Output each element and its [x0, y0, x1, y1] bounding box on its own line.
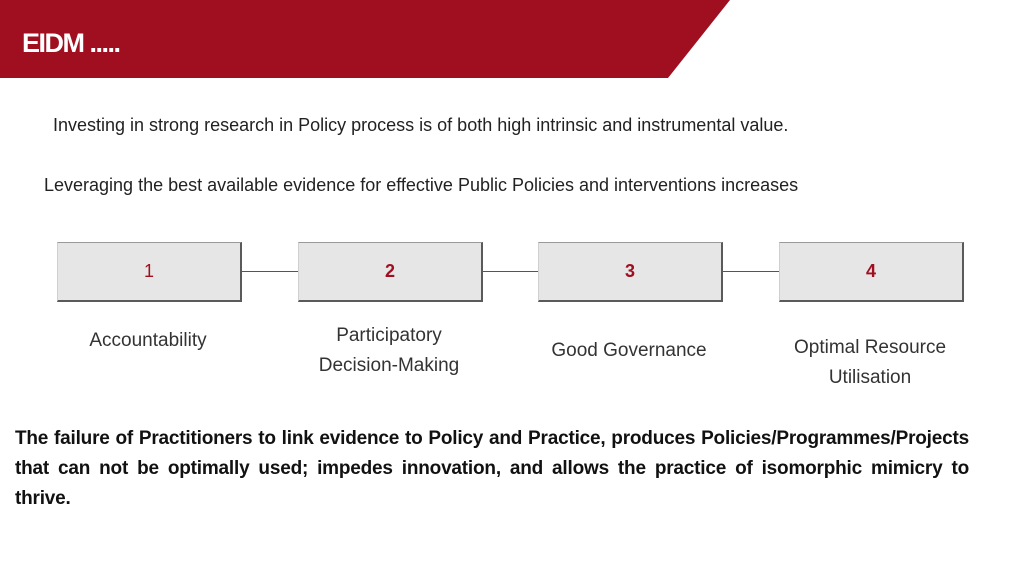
step-box-4 — [779, 242, 964, 302]
step-label-resource: Optimal Resource Utilisation — [793, 337, 947, 388]
conclusion-text: The failure of Practitioners to link evidence to Policy and Practice, produces Policies/Programmes/Projects that can not be optimally used; impedes innovation, and allows the practice of isomorphic mimicry to thrive. — [15, 428, 969, 509]
step-label-participatory: Participatory Decision-Making — [318, 325, 460, 376]
step-box-1 — [57, 242, 242, 302]
step-label-accountability: Accountability — [89, 330, 207, 351]
slide-title: EIDM ..... — [22, 28, 120, 58]
step-label-governance: Good Governance — [551, 340, 707, 361]
step-box-2 — [298, 242, 483, 302]
leveraging-statement: Leveraging the best available evidence for effective Public Policies and interventions increases — [44, 175, 799, 195]
connector-3-4 — [723, 271, 779, 272]
step-number-1: 1 — [143, 261, 154, 281]
intro-statement: Investing in strong research in Policy process is of both high intrinsic and instrumental value. — [53, 115, 789, 135]
step-number-2: 2 — [384, 261, 395, 281]
step-number-4: 4 — [865, 261, 876, 281]
connector-2-3 — [483, 271, 539, 272]
connector-1-2 — [242, 271, 298, 272]
step-box-3 — [538, 242, 723, 302]
step-number-3: 3 — [624, 261, 635, 281]
